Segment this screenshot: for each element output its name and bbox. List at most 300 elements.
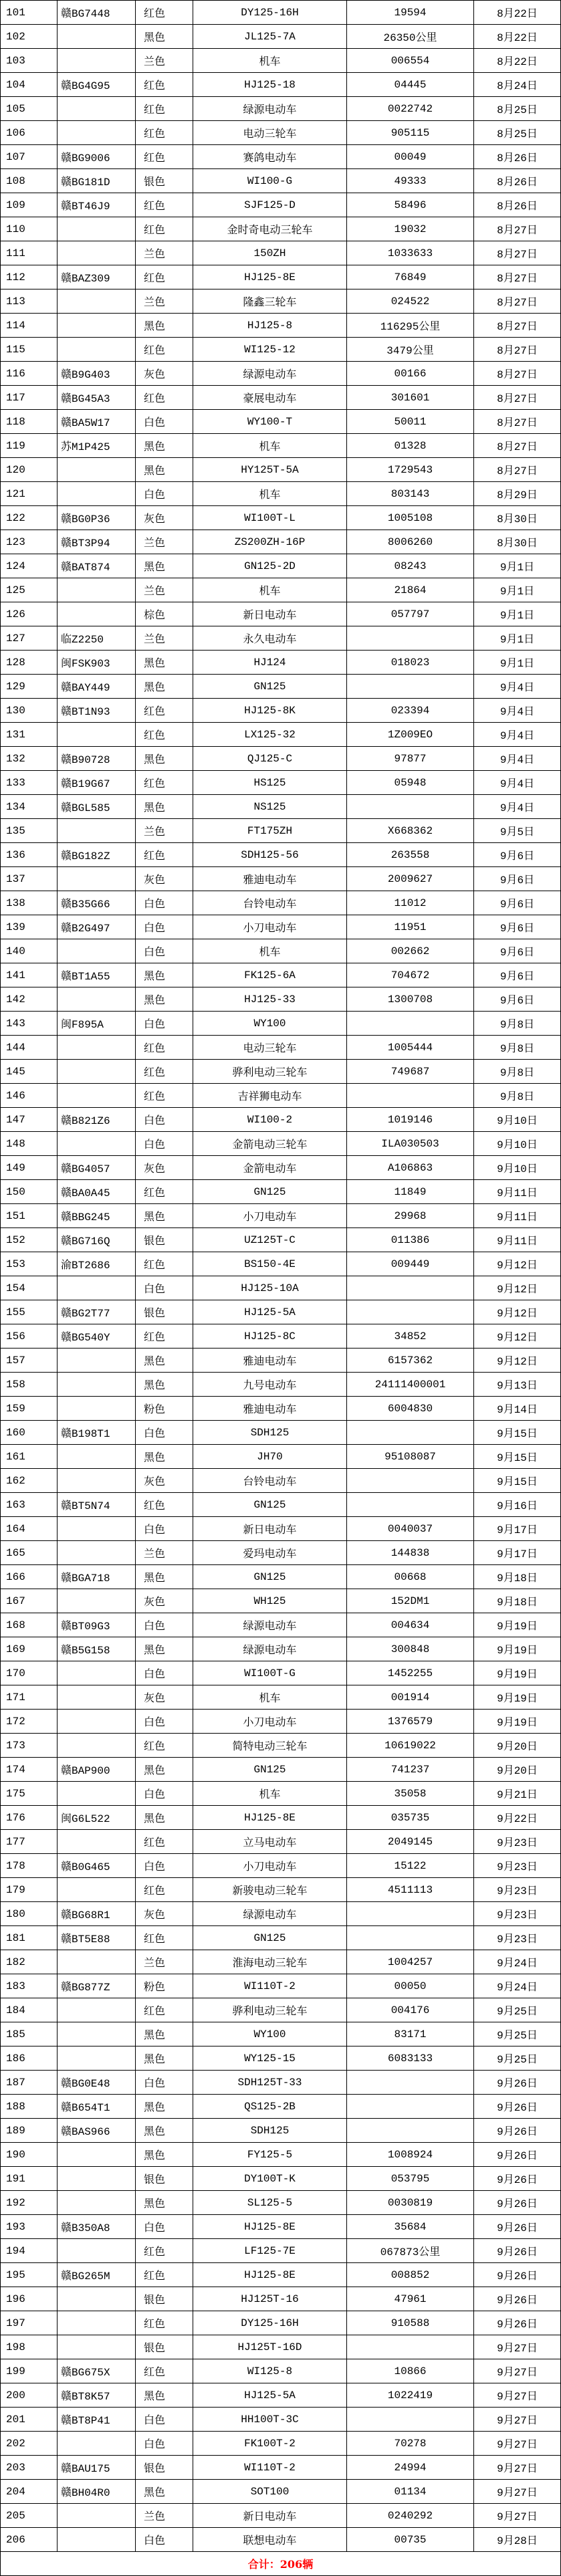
plate-number (58, 1349, 136, 1372)
row-number: 150 (1, 1180, 58, 1203)
vehicle-color: 兰色 (136, 578, 193, 602)
row-number: 174 (1, 1758, 58, 1781)
row-number: 163 (1, 1493, 58, 1516)
table-row (1, 1421, 561, 1445)
plate-number: 赣BT8K57 (58, 2383, 136, 2407)
row-number: 205 (1, 2504, 58, 2527)
date: 9月1日 (474, 578, 561, 602)
table-row (1, 1950, 561, 1974)
table-row (1, 1902, 561, 1926)
row-number: 102 (1, 25, 58, 48)
plate-number (58, 1373, 136, 1396)
serial-number: 15122 (347, 1854, 474, 1877)
vehicle-color: 黑色 (136, 651, 193, 674)
serial-number: 018023 (347, 651, 474, 674)
vehicle-color: 红色 (136, 2263, 193, 2287)
plate-number (58, 1710, 136, 1733)
vehicle-color: 银色 (136, 169, 193, 193)
row-number: 169 (1, 1637, 58, 1661)
vehicle-color: 白色 (136, 1132, 193, 1155)
table-body (1, 1, 561, 2552)
row-number: 168 (1, 1613, 58, 1637)
plate-number: 闽F895A (58, 1012, 136, 1035)
vehicle-model: SDH125 (193, 1421, 347, 1444)
table-row (1, 1012, 561, 1036)
plate-number (58, 121, 136, 144)
date: 9月26日 (474, 2239, 561, 2262)
plate-number: 赣BG877Z (58, 1974, 136, 1998)
vehicle-color: 红色 (136, 1926, 193, 1950)
serial-number: 6157362 (347, 1349, 474, 1372)
plate-number: 赣B19G67 (58, 771, 136, 794)
date: 9月25日 (474, 2046, 561, 2070)
plate-number (58, 314, 136, 337)
table-row (1, 1806, 561, 1830)
vehicle-color: 黑色 (136, 1373, 193, 1396)
row-number: 133 (1, 771, 58, 794)
row-number: 124 (1, 554, 58, 578)
row-number: 196 (1, 2287, 58, 2311)
vehicle-color: 红色 (136, 699, 193, 722)
date: 9月26日 (474, 2287, 561, 2311)
vehicle-color: 白色 (136, 1854, 193, 1877)
plate-number: 赣B9G403 (58, 362, 136, 385)
date: 9月23日 (474, 1926, 561, 1950)
serial-number: 19032 (347, 217, 474, 241)
serial-number: 29968 (347, 1204, 474, 1227)
serial-number: 35684 (347, 2215, 474, 2238)
vehicle-color: 灰色 (136, 1685, 193, 1709)
date: 9月24日 (474, 1974, 561, 1998)
serial-number: 741237 (347, 1758, 474, 1781)
plate-number (58, 819, 136, 842)
serial-number: 023394 (347, 699, 474, 722)
plate-number: 赣B2G497 (58, 915, 136, 939)
date: 9月27日 (474, 2480, 561, 2503)
table-row (1, 97, 561, 121)
table-row (1, 338, 561, 362)
vehicle-color: 白色 (136, 1661, 193, 1685)
vehicle-model: 简特电动三轮车 (193, 1734, 347, 1757)
date: 9月27日 (474, 2456, 561, 2479)
date: 9月11日 (474, 1204, 561, 1227)
row-number: 128 (1, 651, 58, 674)
serial-number: 0040037 (347, 1517, 474, 1540)
date: 9月1日 (474, 626, 561, 650)
vehicle-color: 红色 (136, 217, 193, 241)
serial-number: 01328 (347, 434, 474, 457)
vehicle-color: 银色 (136, 1228, 193, 1252)
vehicle-color: 黑色 (136, 2046, 193, 2070)
table-row (1, 1156, 561, 1180)
plate-number: 赣BG182Z (58, 843, 136, 866)
date: 9月27日 (474, 2383, 561, 2407)
table-row (1, 1998, 561, 2022)
row-number: 137 (1, 867, 58, 891)
vehicle-color: 白色 (136, 2071, 193, 2094)
table-row (1, 458, 561, 482)
plate-number: 赣BT1N93 (58, 699, 136, 722)
table-row (1, 2239, 561, 2263)
plate-number (58, 2022, 136, 2046)
table-row (1, 1469, 561, 1493)
table-row (1, 49, 561, 73)
date: 9月13日 (474, 1373, 561, 1396)
table-row (1, 554, 561, 578)
vehicle-color: 黑色 (136, 987, 193, 1011)
row-number: 166 (1, 1565, 58, 1589)
serial-number: 1008924 (347, 2143, 474, 2166)
date: 8月24日 (474, 73, 561, 96)
table-row (1, 410, 561, 434)
vehicle-model: HJ125-8E (193, 265, 347, 289)
table-row (1, 1493, 561, 1517)
row-number: 159 (1, 1397, 58, 1420)
table-row (1, 699, 561, 723)
plate-number (58, 602, 136, 626)
plate-number (58, 1661, 136, 1685)
plate-number: 赣BAP900 (58, 1758, 136, 1781)
row-number: 144 (1, 1036, 58, 1059)
date: 8月27日 (474, 458, 561, 481)
vehicle-model: FK100T-2 (193, 2432, 347, 2455)
vehicle-color: 黑色 (136, 675, 193, 698)
vehicle-model: GN125 (193, 1493, 347, 1516)
date: 8月22日 (474, 49, 561, 72)
row-number: 171 (1, 1685, 58, 1709)
plate-number: 赣B5G158 (58, 1637, 136, 1661)
date: 9月6日 (474, 987, 561, 1011)
vehicle-model: SOT100 (193, 2480, 347, 2503)
serial-number (347, 1012, 474, 1035)
date: 9月26日 (474, 2191, 561, 2214)
plate-number: 苏M1P425 (58, 434, 136, 457)
serial-number: 00166 (347, 362, 474, 385)
row-number: 156 (1, 1324, 58, 1348)
table-row (1, 723, 561, 747)
vehicle-color: 红色 (136, 2239, 193, 2262)
table-row (1, 1036, 561, 1060)
serial-number: 1Z009EO (347, 723, 474, 746)
plate-number (58, 2191, 136, 2214)
plate-number: 赣BG0P36 (58, 506, 136, 530)
row-number: 164 (1, 1517, 58, 1540)
vehicle-model: WI100T-L (193, 506, 347, 530)
table-row (1, 193, 561, 217)
table-row (1, 121, 561, 145)
vehicle-color: 黑色 (136, 2095, 193, 2118)
date: 9月10日 (474, 1108, 561, 1131)
plate-number: 赣BAU175 (58, 2456, 136, 2479)
row-number: 118 (1, 410, 58, 433)
plate-number: 赣BG2T77 (58, 1300, 136, 1324)
vehicle-color: 黑色 (136, 747, 193, 770)
vehicle-model: 机车 (193, 578, 347, 602)
row-number: 103 (1, 49, 58, 72)
serial-number (347, 1469, 474, 1492)
plate-number (58, 1469, 136, 1492)
plate-number: 赣BG45A3 (58, 386, 136, 409)
date: 9月15日 (474, 1469, 561, 1492)
table-row (1, 1854, 561, 1878)
vehicle-color: 黑色 (136, 1204, 193, 1227)
vehicle-color: 黑色 (136, 434, 193, 457)
table-row (1, 1710, 561, 1734)
vehicle-model: ZS200ZH-16P (193, 530, 347, 554)
date: 9月26日 (474, 2095, 561, 2118)
table-row (1, 1589, 561, 1613)
table-row (1, 2480, 561, 2504)
serial-number: 024522 (347, 289, 474, 313)
serial-number: 1300708 (347, 987, 474, 1011)
serial-number (347, 795, 474, 818)
vehicle-color: 黑色 (136, 554, 193, 578)
vehicle-color: 黑色 (136, 2191, 193, 2214)
row-number: 189 (1, 2119, 58, 2142)
date: 9月25日 (474, 2022, 561, 2046)
vehicle-color: 白色 (136, 891, 193, 915)
plate-number (58, 2311, 136, 2335)
vehicle-color: 白色 (136, 1782, 193, 1805)
vehicle-color: 红色 (136, 73, 193, 96)
vehicle-model: FK125-6A (193, 963, 347, 987)
vehicle-color: 黑色 (136, 25, 193, 48)
vehicle-model: WI100T-G (193, 1661, 347, 1685)
row-number: 177 (1, 1830, 58, 1853)
date: 9月19日 (474, 1613, 561, 1637)
plate-number (58, 1830, 136, 1853)
row-number: 149 (1, 1156, 58, 1179)
plate-number (58, 2432, 136, 2455)
row-number: 203 (1, 2456, 58, 2479)
row-number: 183 (1, 1974, 58, 1998)
serial-number: 144838 (347, 1541, 474, 1564)
serial-number (347, 2095, 474, 2118)
plate-number (58, 1132, 136, 1155)
serial-number: 21864 (347, 578, 474, 602)
date: 8月25日 (474, 97, 561, 120)
vehicle-model: 金箭电动车 (193, 1156, 347, 1179)
row-number: 153 (1, 1252, 58, 1276)
vehicle-color: 白色 (136, 1012, 193, 1035)
vehicle-color: 红色 (136, 1324, 193, 1348)
table-row (1, 73, 561, 97)
plate-number: 赣BT8P41 (58, 2408, 136, 2431)
plate-number (58, 49, 136, 72)
table-row (1, 2311, 561, 2335)
serial-number: 1022419 (347, 2383, 474, 2407)
vehicle-color: 白色 (136, 1276, 193, 1300)
plate-number: 临Z2250 (58, 626, 136, 650)
table-row (1, 1180, 561, 1204)
total-label: 合计：206辆 (247, 2558, 314, 2571)
vehicle-model: WY100 (193, 2022, 347, 2046)
table-row (1, 819, 561, 843)
vehicle-model: HH100T-3C (193, 2408, 347, 2431)
plate-number (58, 241, 136, 265)
table-row (1, 2046, 561, 2071)
serial-number (347, 1926, 474, 1950)
row-number: 180 (1, 1902, 58, 1925)
vehicle-model: 机车 (193, 939, 347, 963)
date: 8月26日 (474, 169, 561, 193)
vehicle-model: HJ125-10A (193, 1276, 347, 1300)
vehicle-color: 红色 (136, 771, 193, 794)
serial-number (347, 2071, 474, 2094)
date: 9月27日 (474, 2359, 561, 2383)
vehicle-model: WI125-8 (193, 2359, 347, 2383)
serial-number: 263558 (347, 843, 474, 866)
table-row (1, 2071, 561, 2095)
vehicle-color: 黑色 (136, 2383, 193, 2407)
serial-number: 00050 (347, 1974, 474, 1998)
date: 9月1日 (474, 554, 561, 578)
date: 9月27日 (474, 2335, 561, 2359)
row-number: 192 (1, 2191, 58, 2214)
plate-number (58, 939, 136, 963)
serial-number: 749687 (347, 1060, 474, 1083)
table-row (1, 386, 561, 410)
vehicle-color: 兰色 (136, 241, 193, 265)
vehicle-model: FT175ZH (193, 819, 347, 842)
serial-number (347, 2408, 474, 2431)
date: 9月6日 (474, 939, 561, 963)
date: 8月27日 (474, 386, 561, 409)
serial-number (347, 626, 474, 650)
vehicle-color: 粉色 (136, 1397, 193, 1420)
date: 9月27日 (474, 2504, 561, 2527)
table-row (1, 675, 561, 699)
serial-number: 11951 (347, 915, 474, 939)
vehicle-model: 绿源电动车 (193, 1637, 347, 1661)
plate-number: 赣BGA718 (58, 1565, 136, 1589)
vehicle-color: 红色 (136, 121, 193, 144)
serial-number: 49333 (347, 169, 474, 193)
serial-number (347, 675, 474, 698)
vehicle-model: 电动三轮车 (193, 1036, 347, 1059)
date: 9月12日 (474, 1324, 561, 1348)
table-row (1, 915, 561, 939)
vehicle-color: 红色 (136, 1060, 193, 1083)
vehicle-color: 白色 (136, 1108, 193, 1131)
row-number: 131 (1, 723, 58, 746)
plate-number: 渝BT2686 (58, 1252, 136, 1276)
row-number: 193 (1, 2215, 58, 2238)
row-number: 179 (1, 1878, 58, 1901)
vehicle-model: 小刀电动车 (193, 915, 347, 939)
plate-number: 赣BT09G3 (58, 1613, 136, 1637)
table-row (1, 1108, 561, 1132)
serial-number: 006554 (347, 49, 474, 72)
table-row (1, 1565, 561, 1589)
vehicle-model: 联想电动车 (193, 2528, 347, 2551)
vehicle-model: GN125 (193, 1180, 347, 1203)
row-number: 129 (1, 675, 58, 698)
vehicle-model: 台铃电动车 (193, 1469, 347, 1492)
vehicle-color: 灰色 (136, 1156, 193, 1179)
vehicle-color: 粉色 (136, 1974, 193, 1998)
table-row (1, 1252, 561, 1276)
table-row (1, 1830, 561, 1854)
vehicle-color: 银色 (136, 1300, 193, 1324)
table-row (1, 2359, 561, 2383)
vehicle-color: 白色 (136, 2408, 193, 2431)
vehicle-color: 兰色 (136, 626, 193, 650)
serial-number: 002662 (347, 939, 474, 963)
row-number: 184 (1, 1998, 58, 2022)
vehicle-color: 白色 (136, 1421, 193, 1444)
plate-number (58, 2504, 136, 2527)
vehicle-color: 黑色 (136, 2022, 193, 2046)
row-number: 115 (1, 338, 58, 361)
row-number: 117 (1, 386, 58, 409)
vehicle-color: 红色 (136, 1252, 193, 1276)
vehicle-color: 红色 (136, 1878, 193, 1901)
vehicle-model: QS125-2B (193, 2095, 347, 2118)
serial-number: 116295公里 (347, 314, 474, 337)
vehicle-model: 雅迪电动车 (193, 1397, 347, 1420)
date: 9月23日 (474, 1854, 561, 1877)
date: 9月21日 (474, 1782, 561, 1805)
vehicle-color: 红色 (136, 1036, 193, 1059)
date: 9月11日 (474, 1180, 561, 1203)
table-row (1, 771, 561, 795)
vehicle-model: 永久电动车 (193, 626, 347, 650)
vehicle-color: 银色 (136, 2456, 193, 2479)
plate-number (58, 25, 136, 48)
plate-number: 赣BA5W17 (58, 410, 136, 433)
row-number: 116 (1, 362, 58, 385)
vehicle-color: 白色 (136, 2528, 193, 2551)
table-row (1, 434, 561, 458)
vehicle-color: 黑色 (136, 963, 193, 987)
row-number: 112 (1, 265, 58, 289)
row-number: 111 (1, 241, 58, 265)
row-number: 187 (1, 2071, 58, 2094)
plate-number: 赣BGL585 (58, 795, 136, 818)
plate-number: 赣BG4G95 (58, 73, 136, 96)
vehicle-model: LF125-7E (193, 2239, 347, 2262)
table-row (1, 1204, 561, 1228)
row-number: 139 (1, 915, 58, 939)
vehicle-model: WY125-15 (193, 2046, 347, 2070)
serial-number: 04445 (347, 73, 474, 96)
row-number: 126 (1, 602, 58, 626)
vehicle-model: DY125-16H (193, 2311, 347, 2335)
vehicle-model: 机车 (193, 1685, 347, 1709)
serial-number: 05948 (347, 771, 474, 794)
vehicle-color: 黑色 (136, 795, 193, 818)
date: 9月17日 (474, 1517, 561, 1540)
row-number: 197 (1, 2311, 58, 2335)
table-row (1, 987, 561, 1012)
vehicle-model: 电动三轮车 (193, 121, 347, 144)
vehicle-model: GN125 (193, 1926, 347, 1950)
serial-number: 00049 (347, 145, 474, 168)
date: 9月15日 (474, 1445, 561, 1468)
plate-number (58, 1589, 136, 1613)
date: 9月10日 (474, 1156, 561, 1179)
serial-number: 50011 (347, 410, 474, 433)
table-row (1, 2432, 561, 2456)
row-number: 106 (1, 121, 58, 144)
date: 9月18日 (474, 1565, 561, 1589)
vehicle-model: HJ125T-16D (193, 2335, 347, 2359)
plate-number (58, 2046, 136, 2070)
vehicle-color: 白色 (136, 2432, 193, 2455)
date: 9月23日 (474, 1878, 561, 1901)
plate-number: 赣BBG245 (58, 1204, 136, 1227)
